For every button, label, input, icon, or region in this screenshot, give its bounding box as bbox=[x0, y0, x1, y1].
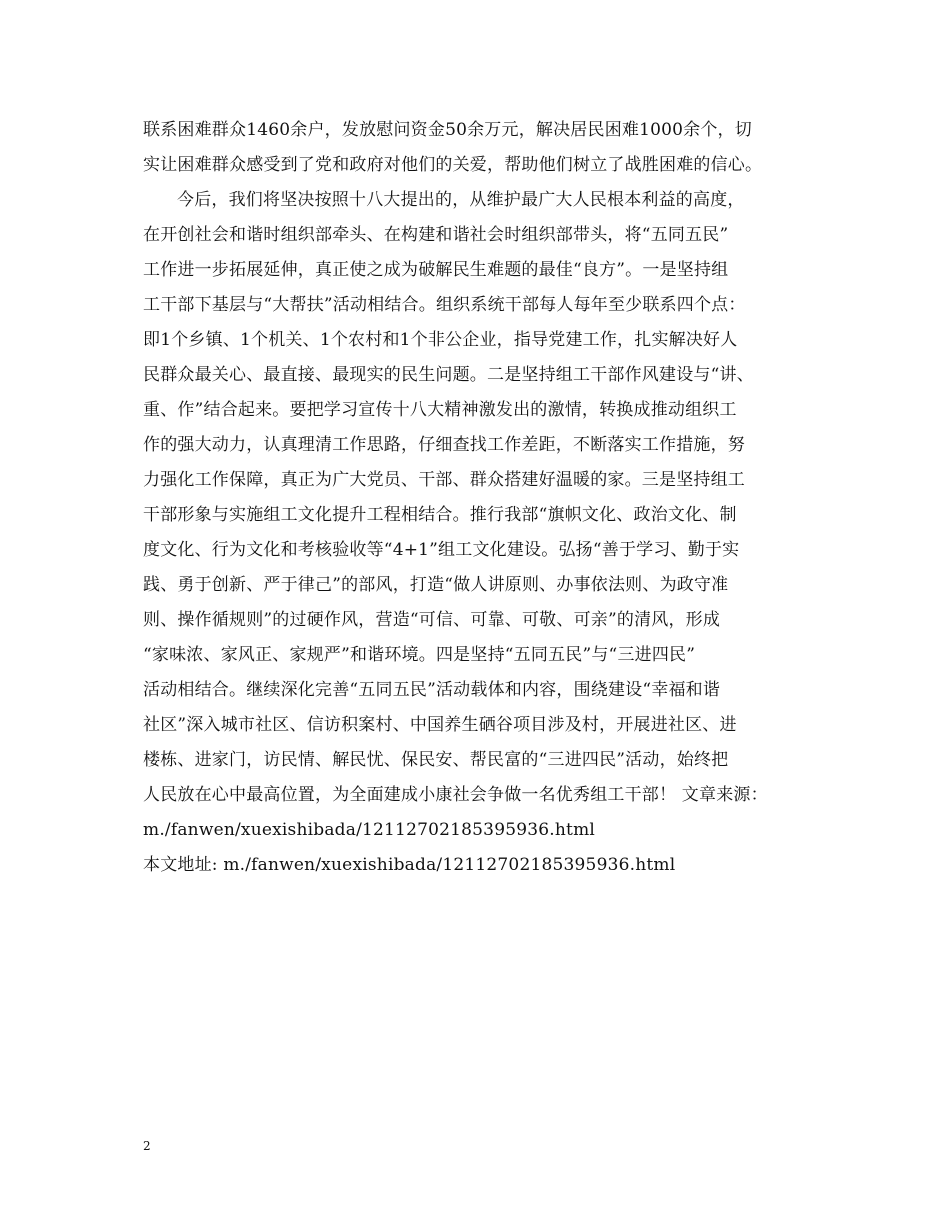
text-line-11: 力强化工作保障，真正为广大党员、干部、群众搭建好温暖的家。三是坚持组工 bbox=[143, 470, 745, 490]
text-line-8: 民群众最关心、最直接、最现实的民生问题。二是坚持组工干部作风建设与“讲、 bbox=[143, 365, 754, 385]
text-line-3: 今后，我们将坚决按照十八大提出的，从维护最广大人民根本利益的高度， bbox=[177, 190, 745, 210]
source-url-line: m./fanwen/xuexishibada/12112702185395936.html bbox=[143, 820, 596, 840]
text-line-13: 度文化、行为文化和考核验收等“4+1”组工文化建设。弘扬“善于学习、勤于实 bbox=[143, 540, 740, 560]
article-address-line: 本文地址: m./fanwen/xuexishibada/12112702185395936.html bbox=[143, 855, 676, 875]
text-line-4: 在开创社会和谐时组织部牵头、在构建和谐社会时组织部带头，将“五同五民” bbox=[143, 225, 729, 245]
text-line-2: 实让困难群众感受到了党和政府对他们的关爱，帮助他们树立了战胜困难的信心。 bbox=[143, 155, 763, 175]
page-number: 2 bbox=[143, 1139, 151, 1153]
text-line-1: 联系困难群众1460余户，发放慰问资金50余万元，解决居民困难1000余个，切 bbox=[143, 120, 752, 140]
text-line-14: 践、勇于创新、严于律己”的部风，打造“做人讲原则、办事依法则、为政守准 bbox=[143, 575, 729, 595]
body-text bbox=[143, 113, 823, 883]
text-line-15: 则、操作循规则”的过硬作风，营造“可信、可靠、可敬、可亲”的清风，形成 bbox=[143, 610, 721, 630]
text-line-16: “家味浓、家风正、家规严”和谐环境。四是坚持“五同五民”与“三进四民” bbox=[143, 645, 696, 665]
text-line-12: 干部形象与实施组工文化提升工程相结合。推行我部“旗帜文化、政治文化、制 bbox=[143, 505, 737, 525]
text-line-20: 人民放在心中最高位置，为全面建成小康社会争做一名优秀组工干部！ 文章来源： bbox=[143, 785, 768, 805]
text-line-9: 重、作”结合起来。要把学习宣传十八大精神激发出的激情，转换成推动组织工 bbox=[143, 400, 737, 420]
text-line-19: 楼栋、进家门，访民情、解民忧、保民安、帮民富的“三进四民”活动，始终把 bbox=[143, 750, 729, 770]
text-line-18: 社区”深入城市社区、信访积案村、中国养生硒谷项目涉及村，开展进社区、进 bbox=[143, 715, 737, 735]
text-line-7: 即1个乡镇、1个机关、1个农村和1个非公企业，指导党建工作，扎实解决好人 bbox=[143, 330, 738, 350]
text-line-17: 活动相结合。继续深化完善“五同五民”活动载体和内容，围绕建设“幸福和谐 bbox=[143, 680, 721, 700]
text-line-10: 作的强大动力，认真理清工作思路，仔细查找工作差距，不断落实工作措施，努 bbox=[143, 435, 745, 455]
text-line-6: 工干部下基层与“大帮扶”活动相结合。组织系统干部每人每年至少联系四个点： bbox=[143, 295, 746, 315]
text-line-5: 工作进一步拓展延伸，真正使之成为破解民生难题的最佳“良方”。一是坚持组 bbox=[143, 260, 729, 280]
